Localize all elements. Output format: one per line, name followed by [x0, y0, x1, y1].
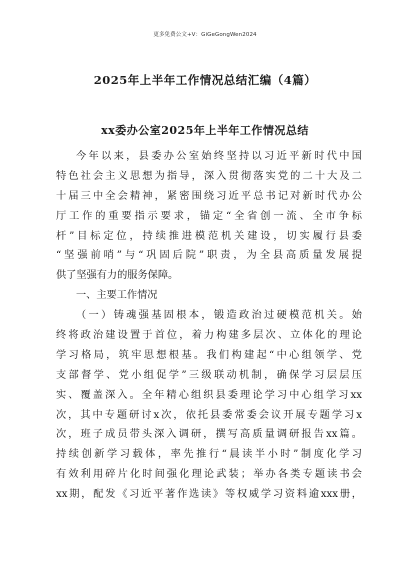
body-line: 实、覆盖深入。全年精心组织县委理论学习中心组学习xx — [56, 389, 362, 401]
body-text — [56, 147, 362, 505]
body-line: 终将政治建设置于首位，着力构建多层次、立体化的理论 — [56, 330, 362, 342]
body-line: 特色社会主义思想为指导，深入贯彻落实党的二十大及二 — [56, 170, 362, 182]
body-line: “坚强前哨”与“巩固后院”职责，为全县高质量发展提 — [56, 250, 362, 262]
header-note: 更多免费公文+V：GiGeGongWen2024 — [153, 32, 257, 38]
body-line: 十届三中全会精神，紧密围绕习近平总书记对新时代办公 — [56, 190, 362, 202]
section-title: xx委办公室2025年上半年工作情况总结 — [101, 124, 309, 137]
body-line: （一）铸魂强基固根本，锻造政治过硬模范机关。始 — [76, 310, 362, 322]
body-line: 次，班子成员带头深入调研，撰写高质量调研报告xx篇。 — [56, 429, 362, 441]
body-line: 厅工作的重要指示要求，锚定“全省创一流、全市争标 — [56, 210, 362, 222]
body-line: 有效利用碎片化时间强化理论武装；举办各类专题读书会 — [56, 469, 362, 481]
body-line: xx期，配发《习近平著作选读》等权威学习资料逾xxx册， — [56, 489, 362, 501]
document-title: 2025年上半年工作情况总结汇编（4篇） — [93, 73, 317, 87]
body-line: 供了坚强有力的服务保障。 — [56, 270, 179, 282]
body-line: 一、主要工作情况 — [76, 290, 158, 302]
body-line: 今年以来，县委办公室始终坚持以习近平新时代中国 — [76, 151, 362, 162]
body-line: 支部督学、党小组促学”三级联动机制，确保学习层层压 — [56, 369, 362, 381]
body-line: 学习格局，筑牢思想根基。我们构建起“中心组领学、党 — [56, 349, 362, 361]
body-line: 次，其中专题研讨x次，依托县委常委会议开展专题学习x — [56, 409, 362, 421]
body-line: 杆”目标定位，持续推进模范机关建设，切实履行县委 — [56, 230, 362, 242]
body-line: 持续创新学习载体，率先推行“晨读半小时”制度化学习 — [56, 449, 362, 461]
